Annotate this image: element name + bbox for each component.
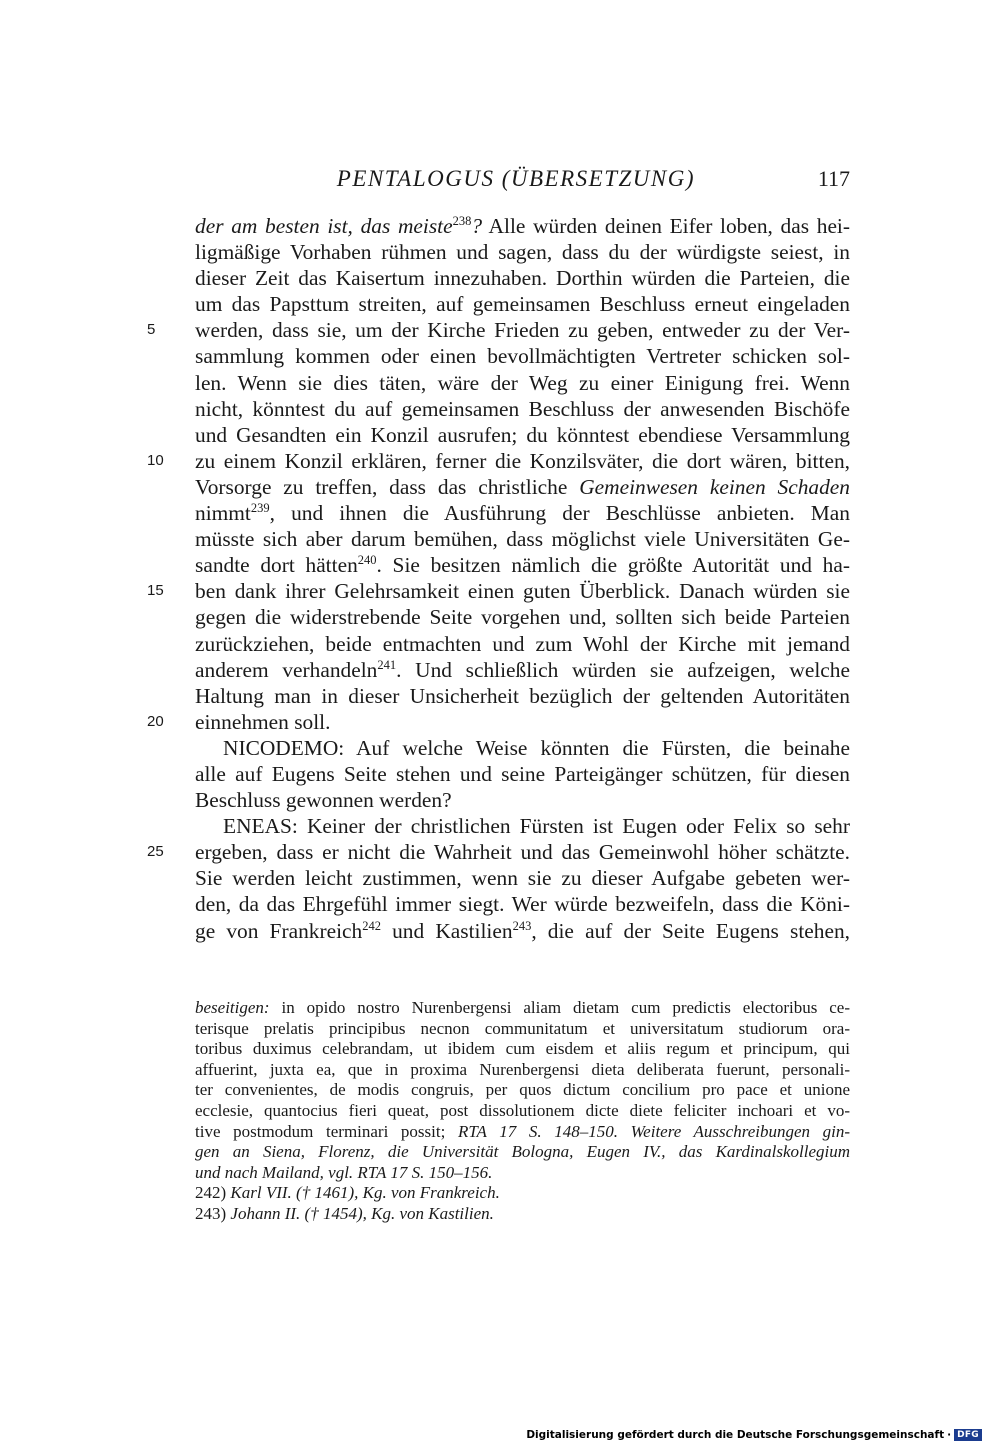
footnote-line: terisque prelatis principibus necnon communitatum et universitatum studiorum ora- (195, 1018, 850, 1038)
text-line (195, 918, 850, 944)
footnote-line: ter convenientes, de modis congruis, per quos dictum concilium pro pace et unione (195, 1080, 850, 1100)
footnote-line: tive postmodum terminari possit; RTA 17 S. 148–150. Weitere Ausschreibungen gin- (195, 1121, 851, 1141)
text-line (147, 709, 850, 735)
line-text: Sie werden leicht zustimmen, wenn sie zu dieser Aufgabe gebeten wer- (195, 866, 850, 891)
text-line (195, 813, 850, 839)
text-line (147, 578, 850, 604)
line-text: ge von Frankreich$^{242}$ und Kastilien$^{243}$, die auf der Seite Eugens stehen, (195, 918, 850, 943)
line-text: gegen die widerstrebende Seite vorgehen und, sollten sich beide Parteien (195, 605, 850, 630)
footnote-line: gen an Siena, Florenz, die Universität Bologna, Eugen IV., das Kardinalskollegium (195, 1142, 850, 1162)
text-line (195, 370, 850, 396)
text-line (195, 500, 850, 526)
running-title: PENTALOGUS (ÜBERSETZUNG) (336, 166, 695, 191)
dfg-logo: DFG (954, 1429, 982, 1441)
line-text: sandte dort hätten$^{240}$. Sie besitzen nämlich die größte Autorität und ha- (195, 553, 850, 578)
line-text: Haltung man in dieser Unsicherheit bezüglich der geltenden Autoritäten (195, 683, 850, 708)
text-line (147, 448, 850, 474)
line-text: alle auf Eugens Seite stehen und seine Parteigänger schützen, für diesen (195, 761, 850, 786)
line-number: 15 (147, 582, 164, 600)
text-line (195, 239, 850, 265)
line-text: ENEAS: Keiner der christlichen Fürsten ist Eugen oder Felix so sehr (223, 814, 850, 839)
footnote-line: 243) Johann II. († 1454), Kg. von Kastilien. (195, 1203, 494, 1223)
line-text: nimmt$^{239}$, und ihnen die Ausführung der Beschlüsse anbieten. Man (195, 501, 850, 526)
text-line (195, 865, 850, 891)
text-line (195, 213, 850, 239)
line-text: müsste sich aber darum bemühen, dass möglichst viele Universitäten Ge- (195, 527, 850, 552)
text-line (195, 396, 850, 422)
text-line (195, 735, 850, 761)
line-text: zurückziehen, beide entmachten und zum Wohl der Kirche mit jemand (195, 631, 850, 656)
line-number: 10 (147, 451, 164, 469)
main-text (147, 213, 850, 944)
line-text: nicht, könntest du auf gemeinsamen Beschluss der anwesenden Bischöfe (195, 396, 850, 421)
footer-bullet: · (947, 1429, 952, 1441)
text-line (195, 631, 850, 657)
text-line (195, 787, 850, 813)
footnote-line: toribus duximus celebrandam, ut ibidem cum eisdem et aliis regum et principum, qui (195, 1039, 850, 1059)
footnotes (195, 998, 850, 1225)
line-text: sammlung kommen oder einen bevollmächtigten Vertreter schicken sol- (195, 344, 850, 369)
funding-note: Digitalisierung gefördert durch die Deutsche Forschungsgemeinschaft (526, 1429, 945, 1441)
line-text: Beschluss gewonnen werden? (195, 788, 452, 813)
line-text: ben dank ihrer Gelehrsamkeit einen guten Überblick. Danach würden sie (195, 579, 850, 604)
text-line (195, 891, 850, 917)
line-number: 5 (147, 321, 156, 339)
line-text: um das Papsttum streiten, auf gemeinsamen Beschluss erneut eingeladen (195, 292, 850, 317)
line-number: 20 (147, 712, 164, 730)
footnote-line: ecclesie, quantocius fieri queat, post dissolutionem dicte diete feliciter inchoari et vo- (195, 1100, 850, 1120)
line-number: 25 (147, 843, 164, 861)
text-line (195, 291, 850, 317)
text-line (195, 657, 850, 683)
line-text: einnehmen soll. (195, 709, 331, 734)
line-text: ligmäßige Vorhaben rühmen und sagen, dass du der würdigste seiest, in (195, 240, 850, 265)
text-line (195, 761, 850, 787)
line-text: werden, dass sie, um der Kirche Frieden zu geben, entweder zu der Ver- (195, 318, 850, 343)
line-text: der am besten ist, das meiste$^{238}$? Alle würden deinen Eifer loben, das hei- (195, 214, 850, 238)
footnote-line: affuerint, juxta ea, que in proxima Nurenbergensi dieta deliberata fuerunt, personali- (195, 1059, 850, 1079)
line-text: den, da das Ehrgefühl immer siegt. Wer würde bezweifeln, dass die Köni- (195, 892, 850, 917)
footnote-line: und nach Mailand, vgl. RTA 17 S. 150–156. (195, 1162, 493, 1182)
line-text: dieser Zeit das Kaisertum innezuhaben. Dorthin würden die Parteien, die (195, 266, 850, 291)
text-line (195, 474, 850, 500)
line-text: anderem verhandeln$^{241}$. Und schließlich würden sie aufzeigen, welche (195, 657, 850, 682)
line-text: len. Wenn sie dies täten, wäre der Weg zu einer Einigung frei. Wenn (195, 370, 850, 395)
funding-footer (526, 1429, 982, 1441)
line-text: Vorsorge zu treffen, dass das christliche Gemeinwesen keinen Schaden (195, 474, 850, 499)
running-header (195, 166, 850, 194)
text-line (147, 839, 850, 865)
text-line (147, 317, 850, 343)
line-text: ergeben, dass er nicht die Wahrheit und das Gemeinwohl höher schätzte. (195, 840, 850, 865)
footnote-line: 242) Karl VII. († 1461), Kg. von Frankreich. (195, 1183, 500, 1203)
line-text: und Gesandten ein Konzil ausrufen; du könntest ebendiese Versammlung (195, 422, 850, 447)
line-text: zu einem Konzil erklären, ferner die Konzilsväter, die dort wären, bitten, (195, 448, 850, 473)
text-line (195, 343, 850, 369)
page-number: 117 (817, 166, 850, 191)
text-line (195, 422, 850, 448)
footnote-line: beseitigen: in opido nostro Nurenbergensi aliam dietam cum predictis electoribus ce- (195, 998, 850, 1017)
line-text: NICODEMO: Auf welche Weise könnten die Fürsten, die beinahe (223, 735, 850, 760)
text-line (195, 265, 850, 291)
text-line (195, 604, 850, 630)
text-line (195, 526, 850, 552)
text-line (195, 683, 850, 709)
text-line (195, 552, 850, 578)
